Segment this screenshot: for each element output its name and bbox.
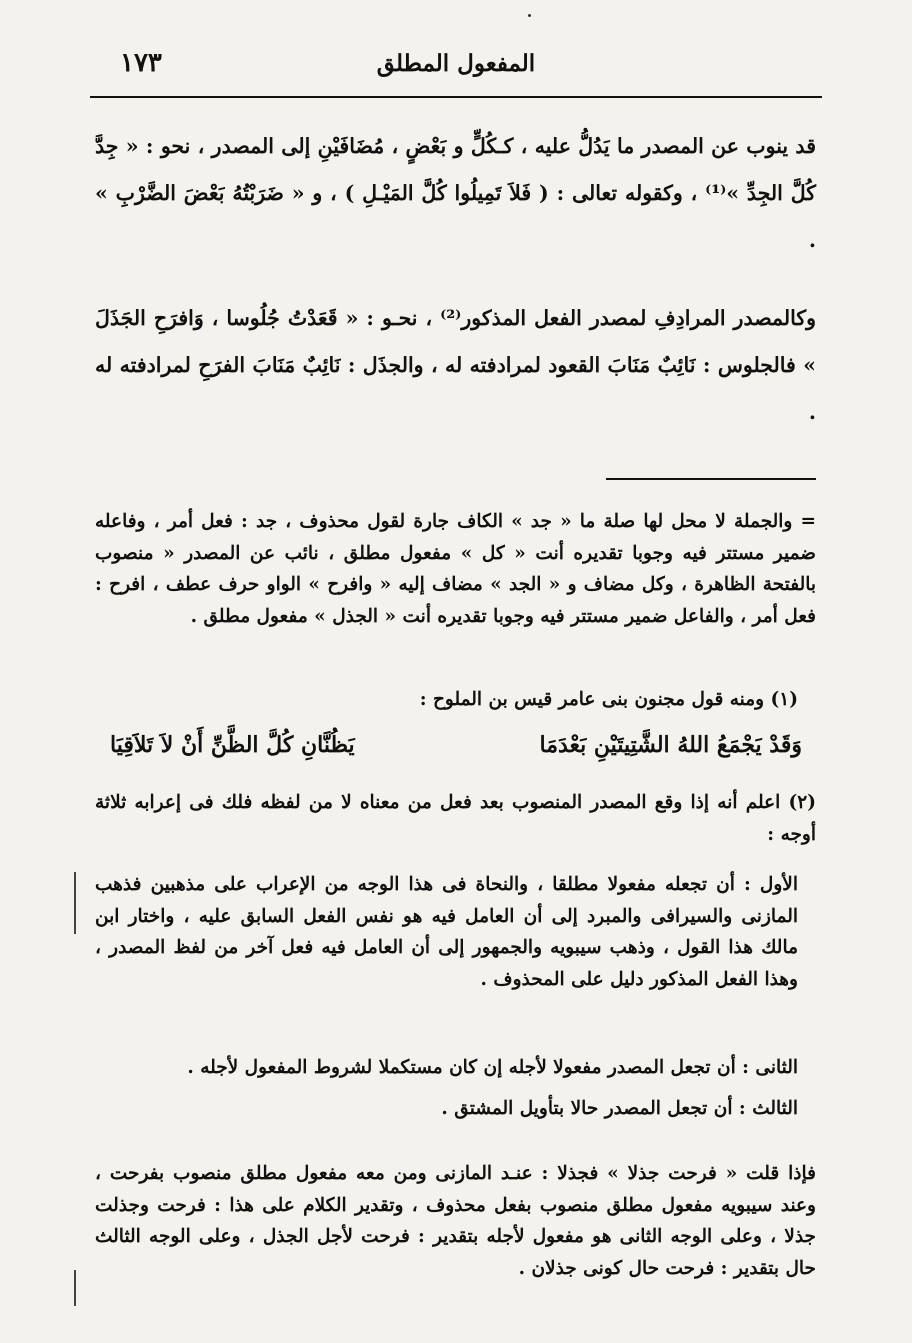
page-number: ١٧٣ bbox=[120, 48, 162, 78]
footnote-separator bbox=[606, 478, 816, 480]
footnote-2-first-option: الأول : أن تجعله مفعولا مطلقا ، والنحاة فى هذا الوجه من الإعراب على مذهبين فذهب المازنى والسيرافى والمبرد إلى أن العامل فيه هو نفس الفعل السابق عليه ، واختار ابن مالك هذا القول ، وذهب سيبويه والجمهور إلى أن العامل فيه فعل آخر من لفظ المصدر ، وهذا الفعل المذكور دليل على المحذوف . bbox=[95, 874, 798, 990]
footnote-2-second-option: الثانى : أن تجعل المصدر مفعولا لأجله إن كان مستكملا لشروط المفعول لأجله . bbox=[187, 1057, 798, 1078]
verse-second-hemistich: يَظُنَّانِ كُلَّ الظَّنِّ أَنْ لاَ تَلاَقِيَا bbox=[110, 732, 355, 758]
margin-mark bbox=[74, 1270, 76, 1306]
footnote-continuation: = والجملة لا محل لها صلة ما « جد » الكاف جارة لقول محذوف ، جد : فعل أمر ، وفاعله ضمير مستتر فيه وجوبا تقديره أنت « كل » مفعول مطلق ، نائب عن المصدر « منصوب بالفتحة الظاهرة ، وكل مضاف و « الجد » مضاف إليه « وافرح » الواو حرف عطف ، افرح : فعل أمر ، والفاعل ضمير مستتر فيه وجوبا تقديره أنت « الجذل » مفعول مطلق . bbox=[95, 511, 816, 627]
running-header bbox=[90, 42, 822, 98]
footnote-1-intro: (١) ومنه قول مجنون بنى عامر قيس بن الملوح : bbox=[419, 689, 798, 710]
main-paragraph-1: قد ينوب عن المصدر ما يَدُلُّ عليه ، كـكُلٍّ و بَعْضٍ ، مُضَافَيْنِ إلى المصدر ، نحو : « جِدَّ كُلَّ الجِدِّ »⁽¹⁾ ، وكقوله تعالى : ( فَلاَ تَمِيلُوا كُلَّ المَيْـلِ ) ، و « ضَرَبْتُهُ بَعْضَ الضَّرْبِ » . bbox=[95, 134, 816, 252]
footnote-2-intro: (٢) اعلم أنه إذا وقع المصدر المنصوب بعد فعل من معناه لا من لفظه فلك فى إعرابه ثلاثة أوجه : bbox=[95, 792, 816, 845]
chapter-title: المفعول المطلق bbox=[376, 50, 536, 77]
poetry-verse bbox=[110, 725, 802, 765]
print-speck bbox=[528, 14, 531, 17]
verse-first-hemistich: وَقَدْ يَجْمَعُ اللهُ الشَّتِيتَيْنِ بَعْدَمَا bbox=[539, 732, 802, 758]
footnote-2-example: فإذا قلت « فرحت جذلا » فجذلا : عنـد المازنى ومن معه مفعول مطلق منصوب بفرحت ، وعند سيبويه مفعول مطلق منصوب بفعل محذوف ، وتقدير الكلام على هذا : فرحت وجذلت جذلا ، وعلى الوجه الثانى هو مفعول لأجله بتقدير : فرحت لأجل الجذل ، وعلى الوجه الثالث حال بتقدير : فرحت حال كونى جذلان . bbox=[95, 1163, 816, 1279]
footnote-2-third-option: الثالث : أن تجعل المصدر حالا بتأويل المشتق . bbox=[441, 1098, 798, 1119]
main-paragraph-2: وكالمصدر المرادِفِ لمصدر الفعل المذكور⁽²⁾ ، نحـو : « قَعَدْتُ جُلُوسا ، وَافرَحِ الجَذَلَ » فالجلوس : نَائِبٌ مَنَابَ القعود لمرادفته له ، والجذَل : نَائِبٌ مَنَابَ الفرَحِ لمرادفته له . bbox=[95, 306, 816, 424]
margin-mark bbox=[74, 872, 76, 934]
